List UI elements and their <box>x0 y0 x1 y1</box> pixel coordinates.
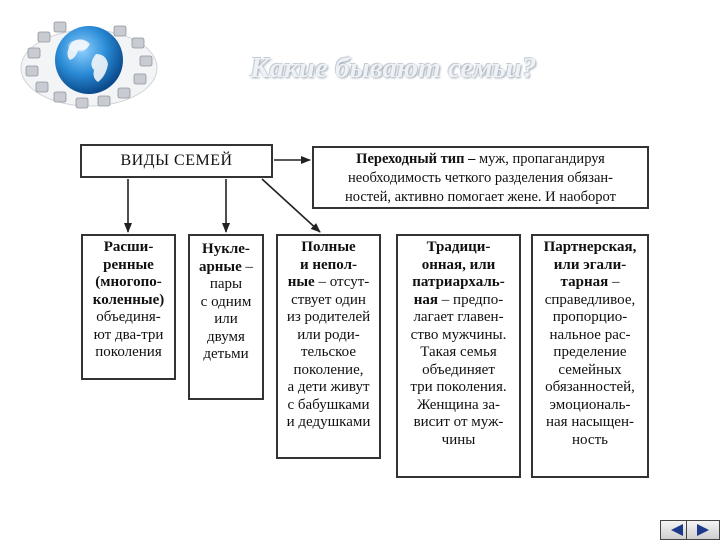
node-bold-line: онная, или <box>421 256 496 273</box>
node-line: из родителей <box>286 309 371 325</box>
node-line: а дети живут <box>287 379 370 395</box>
node-line: тельское <box>300 344 357 360</box>
node-line: пропорцио- <box>552 309 628 325</box>
nuclear-family-node <box>188 234 264 400</box>
node-line: висит от муж- <box>413 414 504 430</box>
node-line: – предпо- <box>438 291 504 308</box>
root-node: ВИДЫ СЕМЕЙ <box>80 144 273 178</box>
node-bold-line: Нукле- <box>202 241 250 257</box>
node-line: нальное рас- <box>549 326 631 343</box>
node-line: семейных <box>558 361 622 378</box>
node-bold-line: ные <box>287 274 315 290</box>
transitional-term: Переходный тип – <box>356 151 476 167</box>
node-line: пределение <box>553 344 627 360</box>
transitional-line: муж, пропагандируя <box>475 151 605 167</box>
node-line: – <box>241 258 254 275</box>
node-line: объединя- <box>96 309 161 325</box>
node-bold-line: Расши- <box>103 239 154 255</box>
node-bold-line: Партнерская, <box>543 239 637 255</box>
node-line: с одним <box>200 293 252 310</box>
node-line: с бабушками <box>287 396 370 413</box>
next-slide-button[interactable] <box>686 520 720 540</box>
node-line: Такая семья <box>420 344 497 360</box>
slide-title: Какие бывают семьи? <box>250 52 537 84</box>
node-bold-line: патриархаль- <box>412 274 505 290</box>
node-line: чины <box>441 431 476 448</box>
node-bold-line: Полные <box>301 239 356 255</box>
node-line: ство мужчины. <box>410 326 507 343</box>
node-line: поколение, <box>293 361 364 378</box>
extended-family-node <box>81 234 176 380</box>
node-bold-line: ренные <box>103 256 154 273</box>
transitional-line: ностей, активно помогает жене. И наоборот <box>345 189 616 205</box>
next-slide-icon <box>687 521 719 539</box>
node-bold-line: коленные) <box>92 291 165 308</box>
node-line: пары <box>209 276 243 292</box>
node-line: ная насыщен- <box>546 414 634 430</box>
node-bold-line: и непол- <box>299 256 358 273</box>
node-bold-line: (многопо- <box>95 274 162 290</box>
node-line: ствует один <box>291 291 366 308</box>
node-line: поколения <box>95 344 162 360</box>
node-line: – <box>608 274 620 290</box>
traditional-family-node <box>396 234 521 478</box>
node-bold-line: или эгали- <box>553 256 627 273</box>
node-line: двумя <box>207 328 245 345</box>
node-line: объединяет <box>422 361 495 378</box>
node-line: или <box>214 311 238 327</box>
node-bold-line: ная <box>413 291 439 308</box>
node-bold-line: арные <box>198 258 242 275</box>
node-line: детьми <box>203 346 249 362</box>
node-line: – отсут- <box>314 274 370 290</box>
transitional-line: необходимость четкого разделения обязан- <box>348 170 613 186</box>
partner-family-node <box>531 234 649 478</box>
node-line: эмоциональ- <box>549 396 631 413</box>
node-line: Женщина за- <box>417 396 500 413</box>
node-bold-line: тарная <box>560 274 609 290</box>
node-line: справедливое, <box>544 291 636 308</box>
node-line: обязанностей, <box>545 379 635 395</box>
transitional-node <box>312 146 649 209</box>
node-line: лагает главен- <box>413 309 504 325</box>
node-bold-line: Традици- <box>426 239 491 255</box>
node-line: и дедушками <box>286 414 371 430</box>
node-line: ют два-три <box>93 326 164 343</box>
node-line: ность <box>572 431 608 448</box>
node-line: или роди- <box>297 326 360 343</box>
complete-incomplete-family-node <box>276 234 381 459</box>
node-line: три поколения. <box>410 379 507 395</box>
